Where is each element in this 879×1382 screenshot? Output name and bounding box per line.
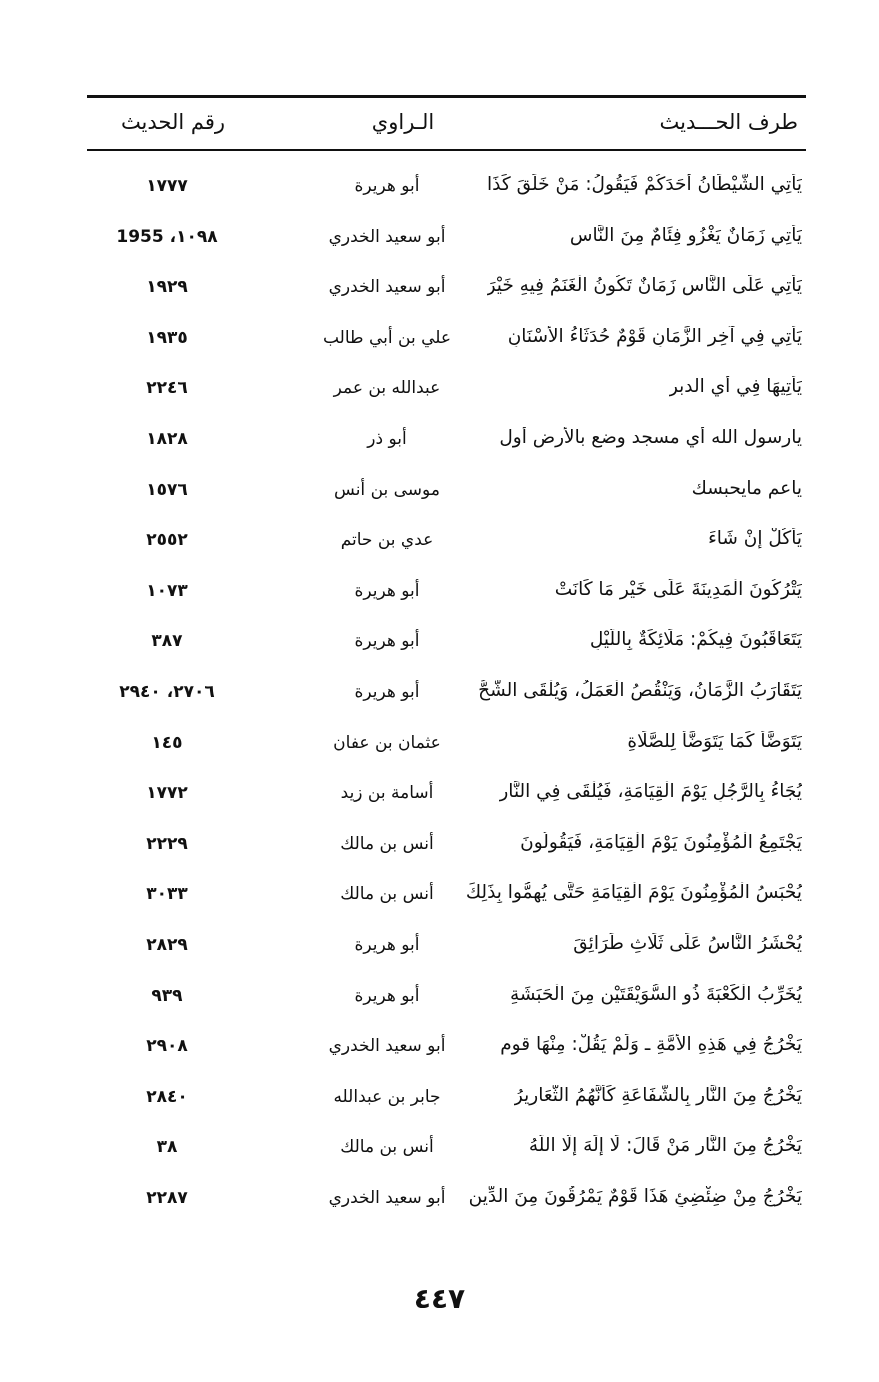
hadith-number: ٢٢٨٧ (146, 1187, 188, 1208)
hadith-number: ١٧٧٧ (146, 176, 188, 196)
table-row (87, 569, 806, 620)
table-row (87, 872, 806, 923)
table-row (87, 1176, 806, 1227)
hadith-text: يَخْرُجُ مِنَ النَّارِ بِالشَّفَاعَةِ كَأَنَّهُمُ الثَّعَارِيرُ (513, 1084, 802, 1106)
hadith-text: يَأْكُلْ إِنْ شَاءَ (708, 528, 802, 550)
hadith-number: ١٥٧٦ (146, 479, 188, 500)
narrator-name: عدي بن حاتم (340, 530, 434, 551)
hadith-number: ١٠٧٣ (146, 580, 188, 601)
narrator-name: أبو هريرة (354, 580, 420, 601)
hadith-text: يَأْتِيهَا فِي أي الدبر (668, 376, 802, 398)
table-row (87, 366, 806, 417)
narrator-name: أبو سعيد الخدري (328, 226, 446, 247)
hadith-text: يَأْتِي عَلَى النَّاسِ زَمَانٌ تَكُونُ الْغَنَمُ فِيهِ خَيْرَ (486, 275, 802, 297)
header-hadith-text: طرف الحـــديث (659, 110, 798, 134)
table-row (87, 670, 806, 721)
hadith-text: يَخْرُجُ مِنْ ضِئْضِئِ هَذَا قَوْمٌ يَمْرُقُونَ مِنَ الدِّينِ (468, 1185, 802, 1207)
hadith-number: ١٨٢٨ (146, 428, 188, 449)
table-row (87, 1075, 806, 1126)
narrator-name: أسامة بن زيد (340, 783, 434, 804)
hadith-number: ٣٠٣٣ (146, 884, 188, 905)
narrator-name: أبو هريرة (354, 176, 420, 196)
narrator-name: جابر بن عبدالله (333, 1086, 441, 1107)
narrator-name: أبو ذر (367, 428, 407, 449)
table-row (87, 468, 806, 519)
table-row (87, 974, 806, 1025)
page-number: ٤٤٧ (413, 1282, 466, 1315)
table-row (87, 1125, 806, 1176)
narrator-name: أنس بن مالك (340, 833, 434, 854)
hadith-text: يَأْتِي فِي آخِرِ الزَّمَانِ قَوْمٌ حُدَثَاءُ الأَسْنَانِ (507, 325, 802, 347)
table-row (87, 316, 806, 367)
table-row (87, 822, 806, 873)
table-row (87, 1024, 806, 1075)
hadith-text: يارسول الله أي مسجد وضع بالأرض أول (499, 426, 802, 448)
hadith-number: ٢٨٢٩ (146, 934, 188, 955)
hadith-number: ٢٢٤٦ (146, 378, 188, 399)
table-row (87, 721, 806, 772)
table-header (87, 100, 806, 148)
table-row (87, 215, 806, 266)
narrator-name: أبو سعيد الخدري (328, 1036, 446, 1057)
hadith-text: يَخْرُجُ فِي هَذِهِ الأُمَّةِ ـ وَلَمْ يَقُلْ: مِنْهَا قوم (500, 1034, 802, 1056)
narrator-name: أبو سعيد الخدري (328, 277, 446, 298)
hadith-text: يَجْتَمِعُ الْمُؤْمِنُونَ يَوْمَ الْقِيَامَةِ، فَيَقُولُونَ (520, 831, 802, 853)
hadith-text: يُحْبَسُ الْمُؤْمِنُونَ يَوْمَ الْقِيَامَةِ حَتَّى يُهِمُّوا بِذَلِكَ (465, 882, 802, 904)
hadith-text: يَتْرُكُونَ الْمَدِينَةَ عَلَى خَيْرِ مَا كَانَتْ (554, 578, 802, 600)
header-narrator: الـراوي (371, 110, 435, 134)
hadith-text: يَتَقَارَبُ الزَّمَانُ، وَيَنْقُصُ الْعَمَلُ، وَيُلْقَى الشُّحُّ (478, 679, 802, 701)
hadith-number: ١٠٩٨، 1955 (116, 226, 218, 247)
hadith-text: يُجَاءُ بِالرَّجُلِ يَوْمَ الْقِيَامَةِ، فَيُلْقَى فِي النَّارِ (499, 781, 802, 803)
narrator-name: أبو هريرة (354, 985, 420, 1006)
narrator-name: أبو سعيد الخدري (328, 1187, 446, 1208)
narrator-name: أنس بن مالك (340, 884, 434, 905)
narrator-name: أبو هريرة (354, 631, 420, 652)
hadith-number: ٢٨٤٠ (146, 1086, 188, 1107)
narrator-name: موسى بن أنس (334, 479, 440, 500)
table-row (87, 518, 806, 569)
hadith-number: ٢٧٠٦، ٢٩٤٠ (119, 681, 215, 702)
hadith-text: ياعم مايحبسك (691, 477, 802, 499)
hadith-number: ١٤٥ (151, 732, 183, 753)
header-hadith-number: رقم الحديث (120, 110, 226, 134)
narrator-name: عبدالله بن عمر (333, 378, 441, 399)
table-row (87, 923, 806, 974)
table-row (87, 265, 806, 316)
header-bottom-rule (87, 149, 806, 151)
narrator-name: علي بن أبي طالب (322, 327, 452, 348)
narrator-name: أبو هريرة (354, 681, 420, 702)
hadith-number: ١٩٢٩ (146, 277, 188, 298)
narrator-name: أبو هريرة (354, 934, 420, 955)
hadith-number: ٢٥٥٢ (146, 530, 188, 551)
hadith-index-table (87, 164, 806, 1226)
hadith-text: يُخَرِّبُ الْكَعْبَةَ ذُو السُّوَيْقَتَيْنِ مِنَ الْحَبَشَةِ (509, 983, 802, 1005)
hadith-number: ٣٨٧ (151, 631, 183, 652)
table-row (87, 771, 806, 822)
header-top-rule (87, 95, 806, 98)
table-row (87, 164, 806, 215)
table-row (87, 619, 806, 670)
narrator-name: عثمان بن عفان (333, 732, 441, 753)
hadith-number: ٣٨ (156, 1137, 178, 1158)
hadith-number: ٩٣٩ (151, 985, 183, 1006)
narrator-name: أنس بن مالك (340, 1137, 434, 1158)
table-row (87, 417, 806, 468)
hadith-text: يَتَعَاقَبُونَ فِيكُمْ: مَلَائِكَةٌ بِاللَّيْلِ (589, 629, 802, 651)
hadith-text: يَأْتِي زَمَانٌ يَغْزُو فِئَامٌ مِنَ النَّاسِ (569, 224, 802, 246)
hadith-number: ١٩٣٥ (146, 327, 188, 348)
hadith-text: يَأْتِي الشَّيْطَانُ أَحَدَكُمْ فَيَقُولُ: مَنْ خَلَقَ كَذَا (487, 174, 802, 195)
hadith-number: ٢٩٠٨ (146, 1036, 188, 1057)
hadith-text: يُحْشَرُ النَّاسُ عَلَى ثَلَاثِ طَرَائِقَ (573, 932, 802, 954)
hadith-number: ٢٢٢٩ (146, 833, 188, 854)
hadith-number: ١٧٧٢ (146, 783, 188, 804)
hadith-text: يَخْرُجُ مِنَ النَّارِ مَنْ قَالَ: لَا إِلَهَ إِلَّا اللَّهُ (528, 1135, 802, 1157)
hadith-text: يَتَوَضَّأُ كَمَا يَتَوَضَّأُ لِلصَّلَاةِ (627, 730, 802, 752)
